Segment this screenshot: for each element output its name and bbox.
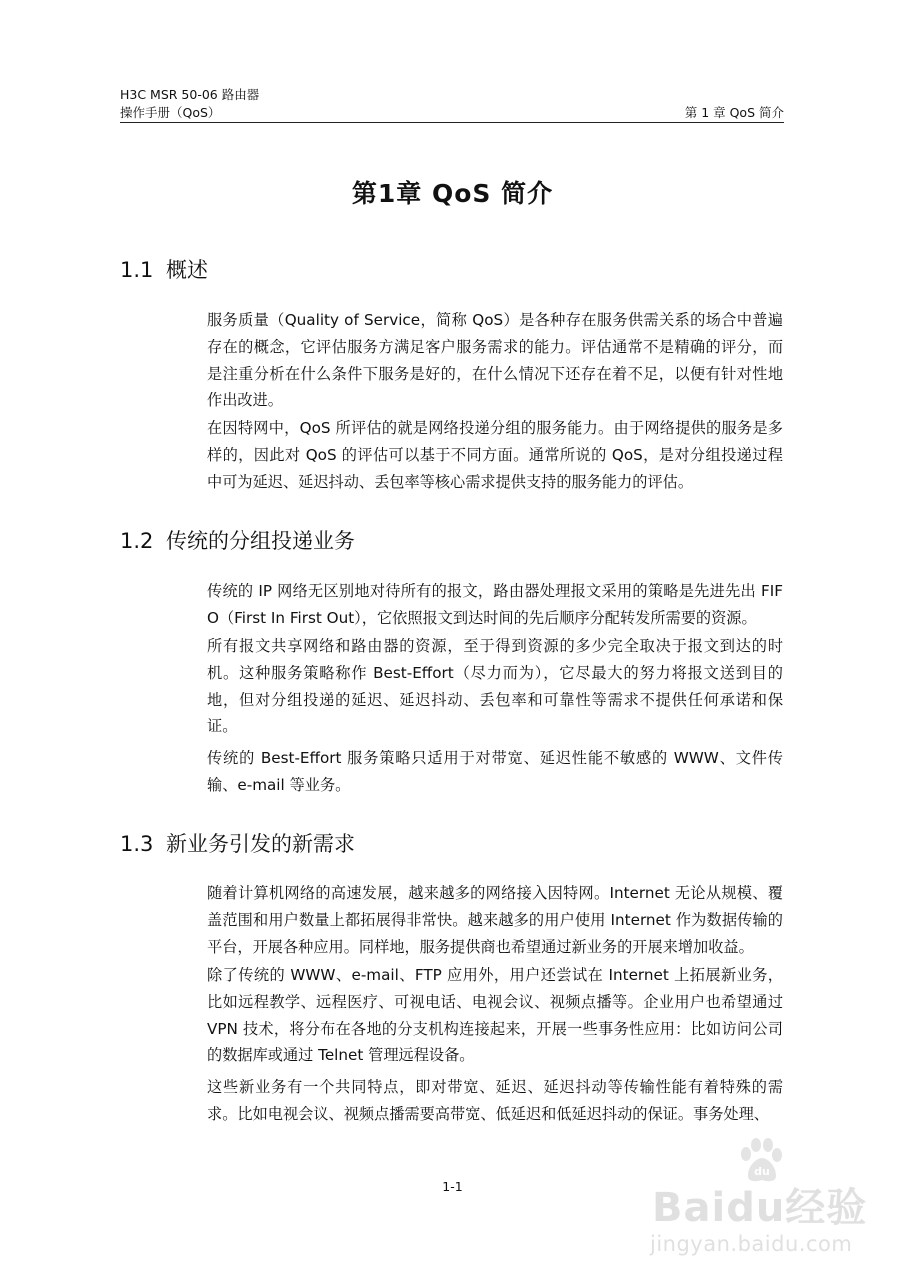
page-number: 1-1 (442, 1179, 463, 1194)
section-heading-1-2 (120, 527, 355, 555)
paragraph: 在因特网中，QoS 所评估的就是网络投递分组的服务能力。由于网络提供的服务是多样的，因此对 QoS 的评估可以基于不同方面。通常所说的 QoS，是对分组投递过程中可为延迟、延迟抖动、丢包率等核心需求提供支持的服务能力的评估。 (207, 419, 783, 491)
section-number: 1.2 (120, 529, 154, 553)
section-title: 新业务引发的新需求 (166, 832, 355, 856)
paragraph: 传统的 IP 网络无区别地对待所有的报文，路由器处理报文采用的策略是先进先出 FIFO（First In First Out），它依照报文到达时间的先后顺序分配转发所需要的资源。 (207, 582, 783, 627)
section-number: 1.3 (120, 832, 154, 856)
header-chapter-ref: 第 1 章 QoS 简介 (684, 105, 784, 120)
paragraph: 服务质量（Quality of Service，简称 QoS）是各种存在服务供需关系的场合中普遍存在的概念，它评估服务方满足客户服务需求的能力。评估通常不是精确的评分，而是注重分析在什么条件下服务是好的，在什么情况下还存在着不足，以便有针对性地作出改进。 (207, 311, 783, 410)
section-heading-1-3 (120, 830, 355, 858)
header-rule (120, 122, 784, 123)
paragraph: 除了传统的 WWW、e-mail、FTP 应用外，用户还尝试在 Internet 上拓展新业务，比如远程教学、远程医疗、可视电话、电视会议、视频点播等。企业用户也希望通过 VPN 技术，将分布在各地的分支机构连接起来，开展一些事务性应用：比如访问公司的数据库或通过 Telnet 管理远程设备。 (207, 966, 783, 1065)
watermark-brand: Baidu经验 (652, 1185, 868, 1231)
section-number: 1.1 (120, 258, 154, 282)
section-title: 概述 (166, 258, 208, 282)
section-title: 传统的分组投递业务 (166, 529, 355, 553)
paragraph: 传统的 Best-Effort 服务策略只适用于对带宽、延迟性能不敏感的 WWW、文件传输、e-mail 等业务。 (207, 749, 783, 794)
paragraph: 这些新业务有一个共同特点，即对带宽、延迟、延迟抖动等传输性能有着特殊的需求。比如电视会议、视频点播需要高带宽、低延迟和低延迟抖动的保证。事务处理、 (207, 1078, 783, 1123)
svg-text:du: du (754, 1165, 770, 1178)
header-product: H3C MSR 50-06 路由器 (120, 87, 260, 102)
paragraph: 随着计算机网络的高速发展，越来越多的网络接入因特网。Internet 无论从规模、覆盖范围和用户数量上都拓展得非常快。越来越多的用户使用 Internet 作为数据传输的平台，开展各种应用。同样地，服务提供商也希望通过新业务的开展来增加收益。 (207, 884, 783, 956)
chapter-title: 第1章 QoS 简介 (351, 179, 554, 208)
watermark (624, 1138, 894, 1268)
header-manual: 操作手册（QoS） (120, 105, 221, 120)
watermark-url: jingyan.baidu.com (650, 1232, 853, 1256)
paragraph: 所有报文共享网络和路由器的资源，至于得到资源的多少完全取决于报文到达的时机。这种服务策略称作 Best-Effort（尽力而为），它尽最大的努力将报文送到目的地，但对分组投递的延迟、延迟抖动、丢包率和可靠性等需求不提供任何承诺和保证。 (207, 637, 783, 736)
section-heading-1-1 (120, 256, 208, 284)
